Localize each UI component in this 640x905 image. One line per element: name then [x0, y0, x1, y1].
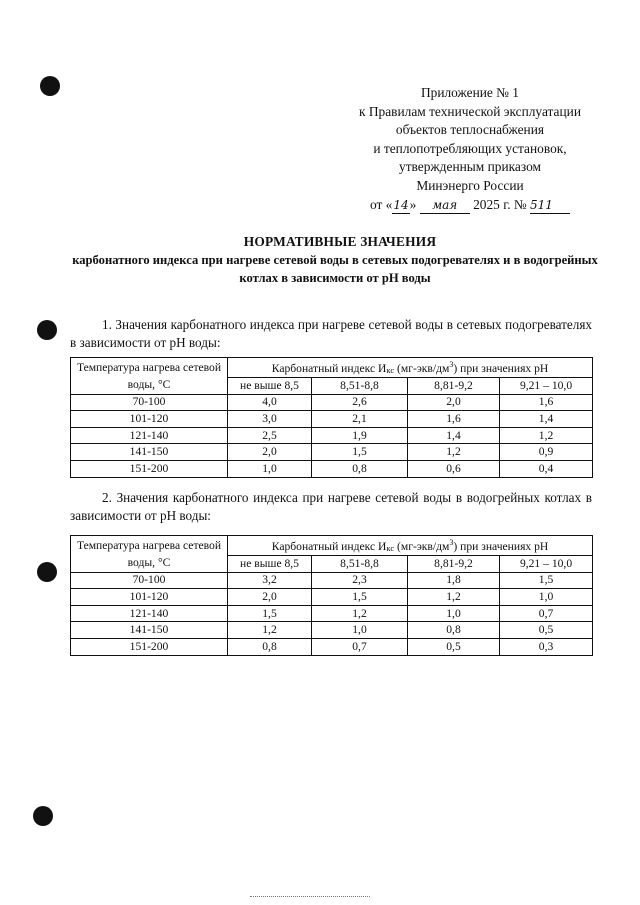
temp-cell: 151-200: [71, 460, 228, 477]
value-cell: 0,5: [408, 638, 500, 655]
temp-cell: 101-120: [71, 589, 228, 606]
punch-hole: [37, 320, 57, 340]
value-cell: 1,8: [408, 572, 500, 589]
value-cell: 0,6: [408, 460, 500, 477]
table-row: [71, 589, 593, 606]
value-cell: 2,0: [228, 444, 312, 461]
section2-paragraph: 2. Значения карбонатного индекса при нагреве сетевой воды в водогрейных котлах в зависимости от рН воды:: [70, 490, 592, 523]
approval-line: Приложение № 1: [420, 85, 520, 100]
ph-column-header: 9,21 – 10,0: [500, 556, 593, 573]
value-cell: 0,7: [500, 605, 593, 622]
index-header: Карбонатный индекс Икс $(мг-экв/дм^3)$ при значениях рН: [228, 536, 593, 556]
section2-text: [70, 489, 592, 525]
temp-cell: 121-140: [71, 605, 228, 622]
punch-hole: [33, 806, 53, 826]
value-cell: 1,6: [408, 411, 500, 428]
document-subtitle: карбонатного индекса при нагреве сетевой воды в сетевых подогревателях и в водогрейных котлах в зависимости от рН воды: [72, 253, 598, 285]
ph-column-header: 8,51-8,8: [312, 556, 408, 573]
value-cell: 2,6: [312, 394, 408, 411]
value-cell: 0,8: [312, 460, 408, 477]
approval-line: объектов теплоснабжения: [395, 122, 545, 138]
temp-header: Температура нагрева сетевой воды, °С: [71, 358, 228, 395]
temp-cell: 70-100: [71, 394, 228, 411]
value-cell: 2,3: [312, 572, 408, 589]
approval-date: [330, 196, 610, 215]
value-cell: 1,2: [500, 427, 593, 444]
ph-column-header: не выше 8,5: [228, 556, 312, 573]
section1-paragraph: 1. Значения карбонатного индекса при нагреве сетевой воды в сетевых подогревателях в зависимости от рН воды:: [70, 317, 592, 350]
value-cell: 0,9: [500, 444, 593, 461]
temp-cell: 121-140: [71, 427, 228, 444]
punch-hole: [37, 562, 57, 582]
section1-text: [70, 316, 592, 352]
table-row: [71, 460, 593, 477]
value-cell: 3,0: [228, 411, 312, 428]
value-cell: 1,0: [408, 605, 500, 622]
date-day: 14: [393, 197, 409, 212]
approval-line: утвержденным приказом: [399, 159, 541, 175]
value-cell: 2,0: [228, 589, 312, 606]
index-header: Карбонатный индекс Икс $(мг-экв/дм^3)$ при значениях рН: [228, 358, 593, 378]
temp-header: Температура нагрева сетевой воды, °С: [71, 536, 228, 573]
punch-hole: [40, 76, 60, 96]
value-cell: 1,6: [500, 394, 593, 411]
table-row: [71, 411, 593, 428]
carbonate-index-table-heaters: [70, 357, 593, 478]
value-cell: 1,5: [312, 589, 408, 606]
value-cell: 1,4: [408, 427, 500, 444]
value-cell: 1,2: [228, 622, 312, 639]
carbonate-index-table-boilers: [70, 535, 593, 656]
approval-block: [330, 84, 610, 214]
table-row: [71, 444, 593, 461]
date-mid: »: [409, 196, 417, 212]
approval-line: и теплопотребляющих установок,: [373, 140, 567, 156]
temp-cell: 151-200: [71, 638, 228, 655]
value-cell: 1,2: [312, 605, 408, 622]
temp-cell: 101-120: [71, 411, 228, 428]
ph-column-header: 9,21 – 10,0: [500, 378, 593, 395]
temp-cell: 141-150: [71, 622, 228, 639]
value-cell: 2,1: [312, 411, 408, 428]
value-cell: 1,2: [408, 444, 500, 461]
ph-column-header: не выше 8,5: [228, 378, 312, 395]
document-title: НОРМАТИВНЫЕ ЗНАЧЕНИЯ: [243, 234, 437, 249]
value-cell: 1,0: [228, 460, 312, 477]
value-cell: 2,5: [228, 427, 312, 444]
ph-column-header: 8,81-9,2: [408, 556, 500, 573]
value-cell: 0,7: [312, 638, 408, 655]
table-row: [71, 572, 593, 589]
table-row: [71, 638, 593, 655]
value-cell: 1,5: [312, 444, 408, 461]
value-cell: 1,5: [500, 572, 593, 589]
approval-line: к Правилам технической эксплуатации: [358, 103, 582, 119]
table-row: [71, 622, 593, 639]
value-cell: 1,0: [500, 589, 593, 606]
value-cell: 4,0: [228, 394, 312, 411]
value-cell: 2,0: [408, 394, 500, 411]
value-cell: 1,2: [408, 589, 500, 606]
temp-cell: 141-150: [71, 444, 228, 461]
date-month: мая: [420, 198, 470, 214]
value-cell: 1,9: [312, 427, 408, 444]
ph-column-header: 8,51-8,8: [312, 378, 408, 395]
value-cell: 0,8: [408, 622, 500, 639]
order-number: 511: [530, 198, 570, 214]
value-cell: 0,8: [228, 638, 312, 655]
table-row: [71, 394, 593, 411]
value-cell: 3,2: [228, 572, 312, 589]
table-row: [71, 427, 593, 444]
date-year: 2025 г. №: [473, 196, 527, 212]
value-cell: 0,3: [500, 638, 593, 655]
temp-cell: 70-100: [71, 572, 228, 589]
scan-edge-line: [250, 896, 370, 897]
ph-column-header: 8,81-9,2: [408, 378, 500, 395]
value-cell: 1,5: [228, 605, 312, 622]
value-cell: 0,5: [500, 622, 593, 639]
date-prefix: от «: [369, 196, 393, 212]
value-cell: 0,4: [500, 460, 593, 477]
value-cell: 1,0: [312, 622, 408, 639]
value-cell: 1,4: [500, 411, 593, 428]
approval-line: Минэнерго России: [416, 177, 524, 193]
table-row: [71, 605, 593, 622]
